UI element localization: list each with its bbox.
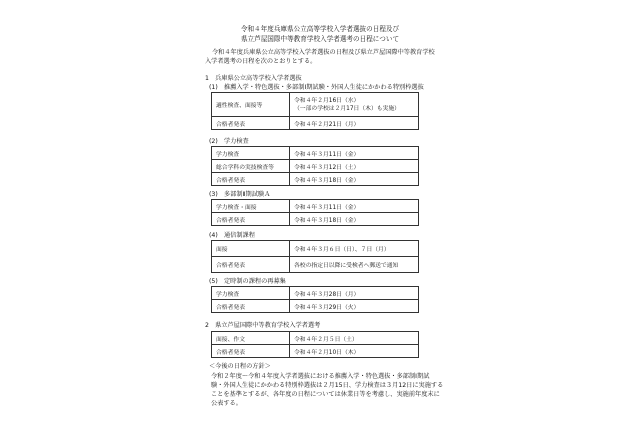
row-label: 合格者発表 [212,300,290,313]
row-value: 令和４年３月６日（日）、７日（月） [290,241,419,257]
table-row [212,160,419,173]
sub-2-heading: (2) 学力検査 [209,138,249,145]
section-2-heading: 2 県立芦屋国際中等教育学校入学者選考 [205,322,321,329]
schedule-table-4 [211,240,419,273]
policy-line-1: 令和２年度～令和４年度入学者選抜における推薦入学・特色選抜・多部制Ⅰ期試 [211,373,430,380]
row-label: 面接 [212,241,290,257]
row-label: 合格者発表 [212,345,290,358]
section-1-heading: 1 兵庫県公立高等学校入学者選抜 [205,75,302,82]
row-value-line-1: 令和４年２月16日（水） [294,97,360,104]
policy-heading: ＜今後の日程の方針＞ [209,363,271,370]
table-row [212,287,419,300]
schedule-table-6 [211,331,419,358]
table-row [212,213,419,226]
row-value [290,93,419,117]
sub-3-heading: (3) 多部制Ⅱ期試験Ａ [209,191,271,198]
row-value: 令和４年３月28日（月） [290,287,419,300]
row-value: 令和４年３月11日（金） [290,147,419,160]
row-label: 学力検査 [212,147,290,160]
table-row [212,93,419,117]
row-label: 合格者発表 [212,213,290,226]
sub-1-heading: (1) 推薦入学・特色選抜・多部制Ⅰ期試験・外国人生徒にかかわる特別枠選抜 [209,84,424,91]
table-row [212,257,419,273]
schedule-table-3 [211,199,419,226]
table-row [212,300,419,313]
table-row [212,241,419,257]
policy-line-4: 公表する。 [211,400,242,407]
row-value: 令和４年２月10日（木） [290,345,419,358]
row-label: 学力検査 [212,287,290,300]
policy-line-2: 験・外国人生徒にかかわる特別枠選抜は２月15日、学力検査は３月12日に実施する [211,382,444,389]
sub-4-heading: (4) 通信制課程 [209,232,255,239]
schedule-table-5 [211,286,419,313]
row-value: 令和４年２月21日（月） [290,117,419,130]
policy-paragraph [211,372,456,408]
schedule-table-1 [211,92,419,130]
table-row [212,147,419,160]
intro-line-1: 令和４年度兵庫県公立高等学校入学者選抜の日程及び県立芦屋国際中等教育学校 [212,49,435,56]
row-value: 令和４年３月12日（土） [290,160,419,173]
row-label: 合格者発表 [212,117,290,130]
policy-line-3: ことを基準とするが、各年度の日程については休業日等を考慮し、実施前年度末に [211,391,440,398]
row-value: 令和４年３月18日（金） [290,173,419,186]
row-label: 面接、作文 [212,332,290,345]
sub-5-heading: (5) 定時制の課程の再募集 [209,278,286,285]
row-label: 合格者発表 [212,173,290,186]
row-label: 合格者発表 [212,257,290,273]
row-value: 令和４年２月５日（土） [290,332,419,345]
table-row [212,117,419,130]
row-value: 令和４年３月29日（火） [290,300,419,313]
row-value: 各校の指定日以降に受検者へ郵送で通知 [290,257,419,273]
title-line-2: 県立芦屋国際中等教育学校入学者選考の日程について [240,35,400,43]
table-row [212,345,419,358]
row-label: 学力検査・面接 [212,200,290,213]
row-value-line-2: （一部の学校は２月17日（木）も実施） [294,105,400,112]
row-value: 令和４年３月11日（金） [290,200,419,213]
title-line-1: 令和４年度兵庫県公立高等学校入学者選抜の日程及び [240,25,400,33]
table-row [212,173,419,186]
row-label: 総合学科の実技検査等 [212,160,290,173]
row-value: 令和４年３月18日（金） [290,213,419,226]
table-row [212,332,419,345]
intro-line-2: 入学者選考の日程を次のとおりとする。 [205,58,317,65]
table-row [212,200,419,213]
row-label: 適性検査、面接等 [212,93,290,117]
schedule-table-2 [211,146,419,186]
